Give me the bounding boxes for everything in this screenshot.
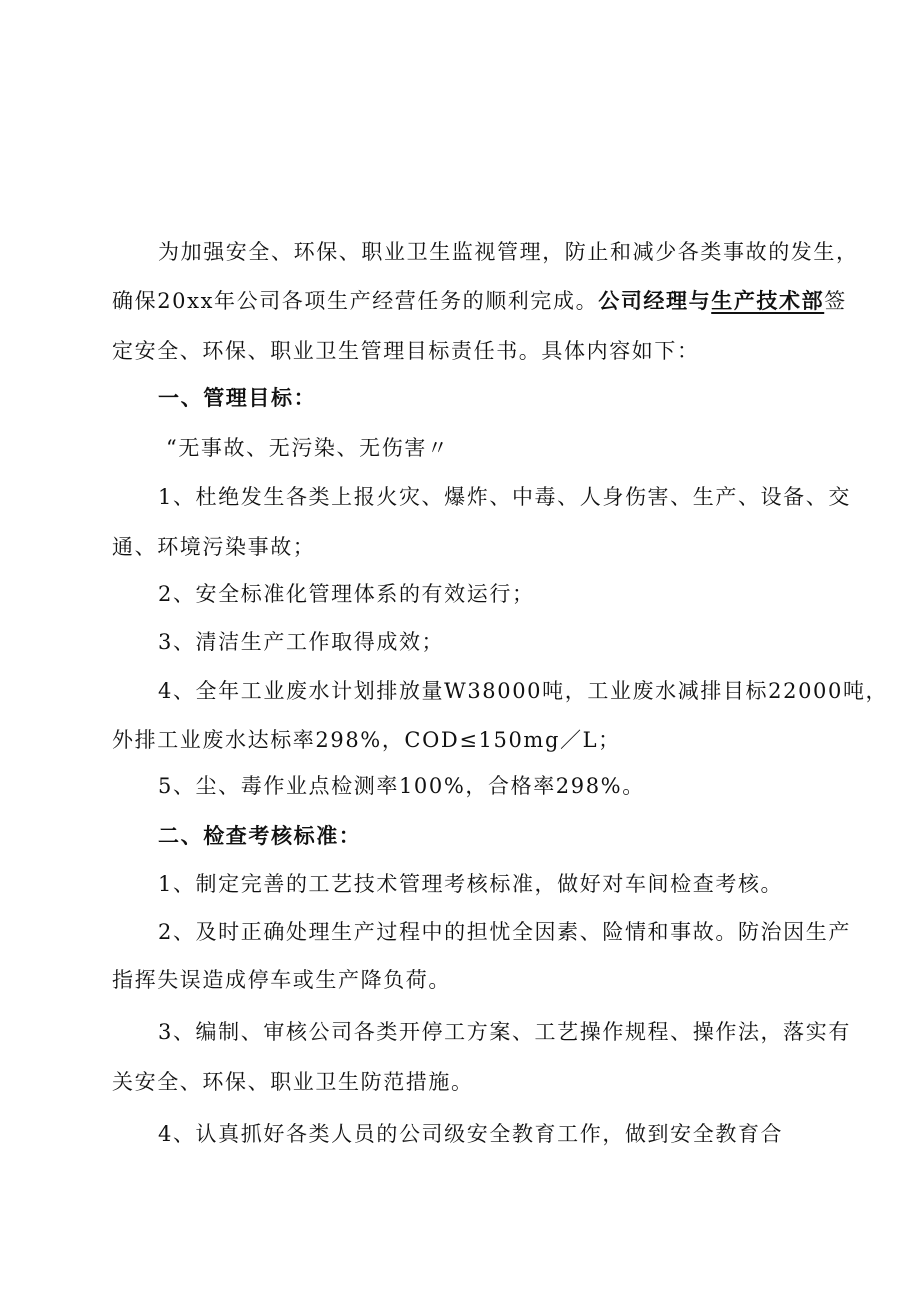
section1-item2: 2、安全标准化管理体系的有效运行； bbox=[158, 582, 535, 606]
section2-heading: 二、检查考核标准： bbox=[158, 823, 362, 848]
intro-line-2-text: 确保20xx年公司各项生产经营任务的顺利完成。 bbox=[112, 289, 599, 313]
section2-item3-line2: 关安全、环保、职业卫生防范措施。 bbox=[112, 1070, 474, 1094]
section2-item4-line1: 4、认真抓好各类人员的公司级安全教育工作，做到安全教育合 bbox=[158, 1122, 784, 1146]
section2-item2-line1: 2、及时正确处理生产过程中的担忧全因素、险情和事故。防治因生产 bbox=[158, 920, 851, 944]
section1-item3: 3、清洁生产工作取得成效； bbox=[158, 630, 445, 654]
section2-item1: 1、制定完善的工艺技术管理考核标准，做好对车间检查考核。 bbox=[158, 872, 784, 896]
production-tech-dept: 生产技术部 bbox=[711, 288, 825, 313]
section2-item3-line1: 3、编制、审核公司各类开停工方案、工艺操作规程、操作法，落实有 bbox=[158, 1020, 851, 1044]
intro-line-2 bbox=[112, 287, 847, 315]
section1-item4-line1: 4、全年工业废水计划排放量W38000吨，工业废水减排目标22000吨， bbox=[158, 679, 889, 703]
intro-line-2-tail: 签 bbox=[824, 289, 847, 313]
section2-item2-line2: 指挥失误造成停车或生产降负荷。 bbox=[112, 968, 451, 992]
intro-line-3: 定安全、环保、职业卫生管理目标责任书。具体内容如下： bbox=[112, 339, 700, 363]
section1-item1-line1: 1、杜绝发生各类上报火灾、爆炸、中毒、人身伤害、生产、设备、交 bbox=[158, 485, 851, 509]
section1-slogan: “无事故、无污染、无伤害〃 bbox=[166, 436, 450, 460]
section1-item1-line2: 通、环境污染事故； bbox=[112, 535, 316, 559]
manager-emphasis: 公司经理与 bbox=[598, 288, 712, 313]
section1-heading: 一、管理目标： bbox=[158, 385, 317, 410]
intro-line-1: 为加强安全、环保、职业卫生监视管理，防止和减少各类事故的发生， bbox=[158, 240, 859, 264]
section1-item4-line2: 外排工业废水达标率298%，COD≤150mg／L； bbox=[112, 728, 621, 752]
section1-item5: 5、尘、毒作业点检测率100%，合格率298%。 bbox=[158, 774, 645, 798]
